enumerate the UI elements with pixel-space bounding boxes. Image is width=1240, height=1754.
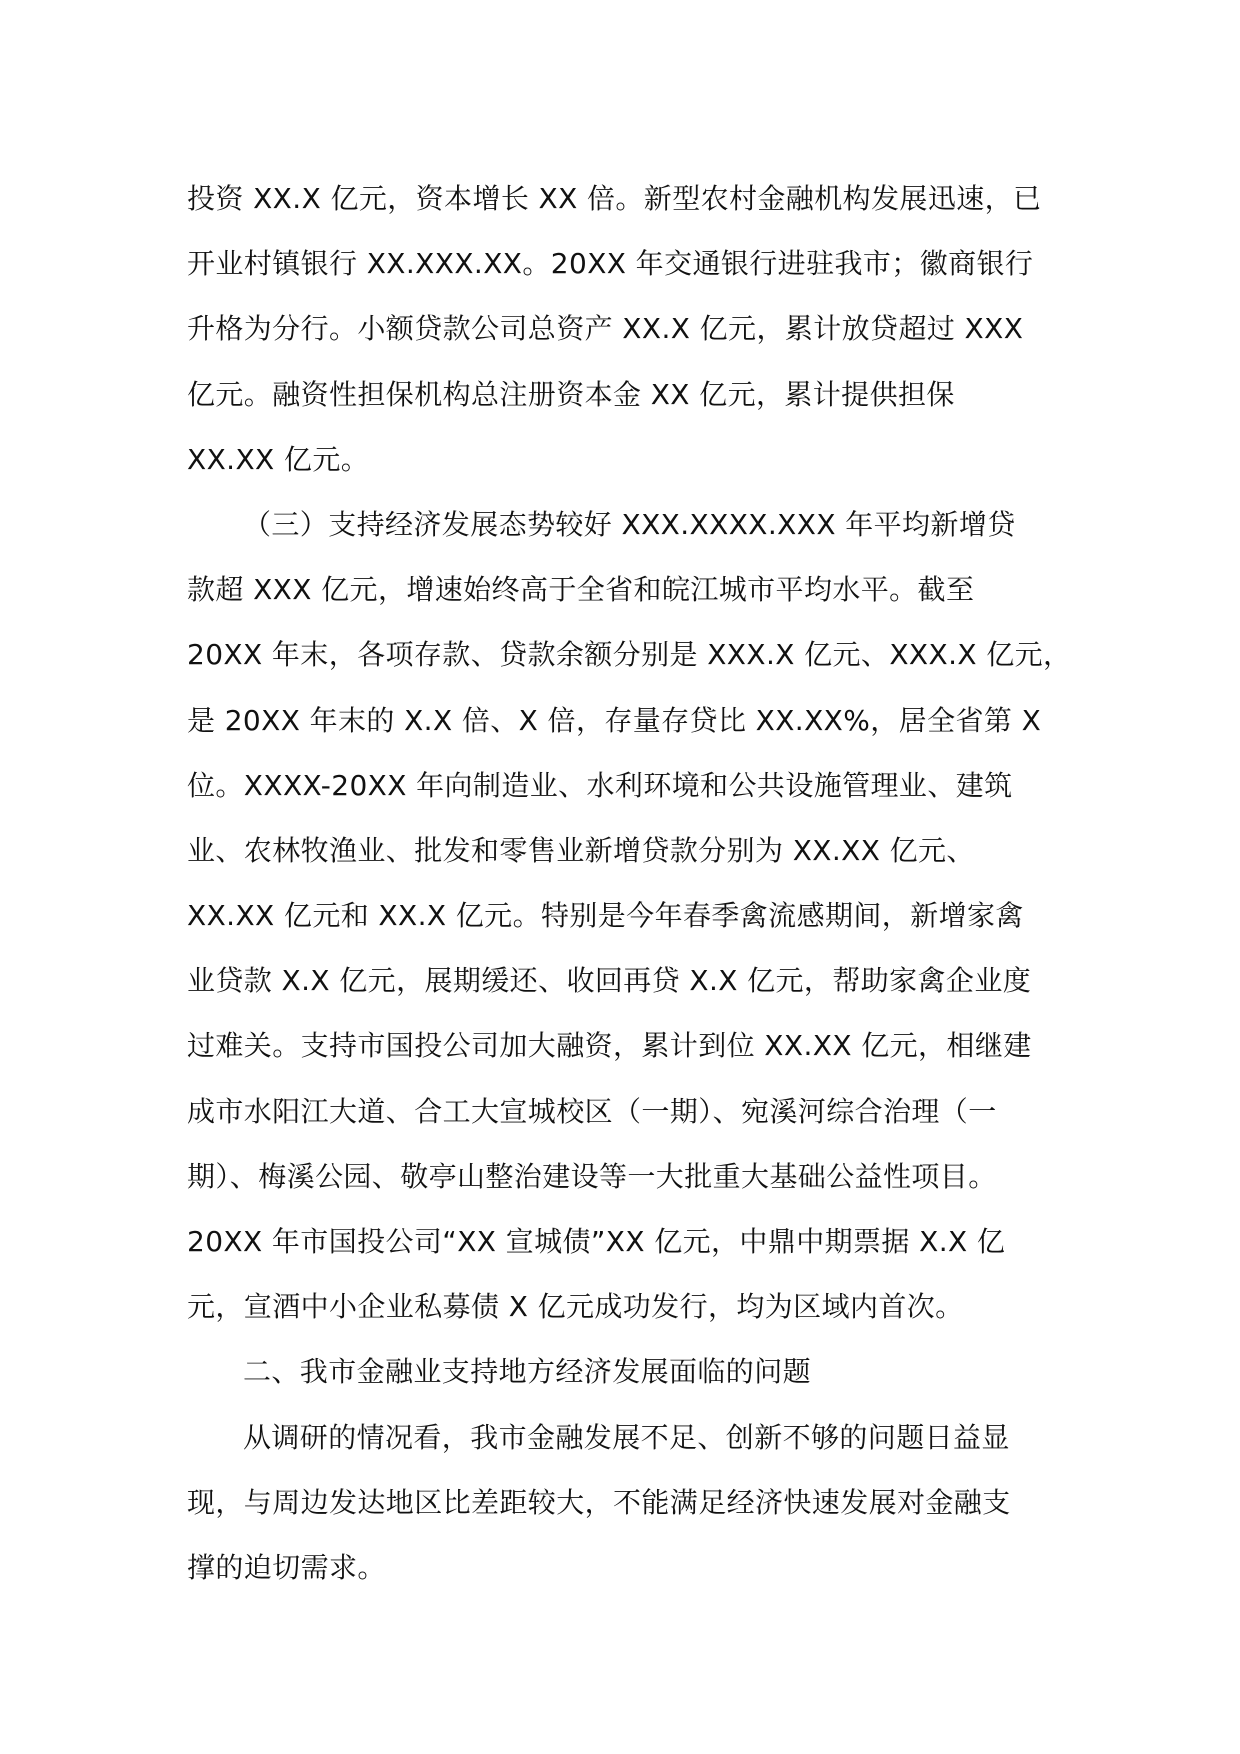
- body-line: 过难关。支持市国投公司加大融资，累计到位 XX.XX 亿元，相继建: [187, 1029, 1032, 1063]
- paragraph-start-line: 从调研的情况看，我市金融发展不足、创新不够的问题日益显: [243, 1420, 1010, 1454]
- body-line: 升格为分行。小额贷款公司总资产 XX.X 亿元，累计放贷超过 XXX: [187, 312, 1024, 346]
- body-line: 现，与周边发达地区比差距较大，不能满足经济快速发展对金融支: [187, 1485, 1011, 1519]
- body-line: 投资 XX.X 亿元，资本增长 XX 倍。新型农村金融机构发展迅速，已: [187, 182, 1042, 215]
- body-line: 业贷款 X.X 亿元，展期缓还、收回再贷 X.X 亿元，帮助家禽企业度: [187, 964, 1032, 998]
- body-line: 是 20XX 年末的 X.X 倍、X 倍，存量存贷比 XX.XX%，居全省第 X: [187, 703, 1042, 737]
- body-line: 位。XXXX-20XX 年向制造业、水利环境和公共设施管理业、建筑: [187, 768, 1013, 802]
- body-line: 20XX 年市国投公司“XX 宣城债”XX 亿元，中鼎中期票据 X.X 亿: [187, 1225, 1006, 1258]
- document-body: [187, 166, 1072, 1600]
- body-line: 元，宣酒中小企业私募债 X 亿元成功发行，均为区域内首次。: [187, 1290, 964, 1324]
- body-line: 撑的迫切需求。: [187, 1550, 386, 1584]
- section-three-heading-line: （三）支持经济发展态势较好 XXX.XXXX.XXX 年平均新增贷: [243, 507, 1016, 541]
- body-line: 开业村镇银行 XX.XXX.XX。20XX 年交通银行进驻我市；徽商银行: [187, 247, 1034, 281]
- body-line: 业、农林牧渔业、批发和零售业新增贷款分别为 XX.XX 亿元、: [187, 833, 975, 867]
- body-line: XX.XX 亿元。: [187, 442, 370, 476]
- body-line: 亿元。融资性担保机构总注册资本金 XX 亿元，累计提供担保: [187, 377, 955, 411]
- section-two-heading: 二、我市金融业支持地方经济发展面临的问题: [243, 1355, 812, 1389]
- body-line: 款超 XXX 亿元，增速始终高于全省和皖江城市平均水平。截至: [187, 573, 975, 607]
- body-line: XX.XX 亿元和 XX.X 亿元。特别是今年春季禽流感期间，新增家禽: [187, 899, 1024, 933]
- body-line: 成市水阳江大道、合工大宣城校区（一期）、宛溪河综合治理（一: [187, 1094, 997, 1128]
- body-line: 20XX 年末，各项存款、贷款余额分别是 XXX.X 亿元、XXX.X 亿元，: [187, 638, 1072, 672]
- body-line: 期）、梅溪公园、敬亭山整治建设等一大批重大基础公益性项目。: [187, 1159, 997, 1193]
